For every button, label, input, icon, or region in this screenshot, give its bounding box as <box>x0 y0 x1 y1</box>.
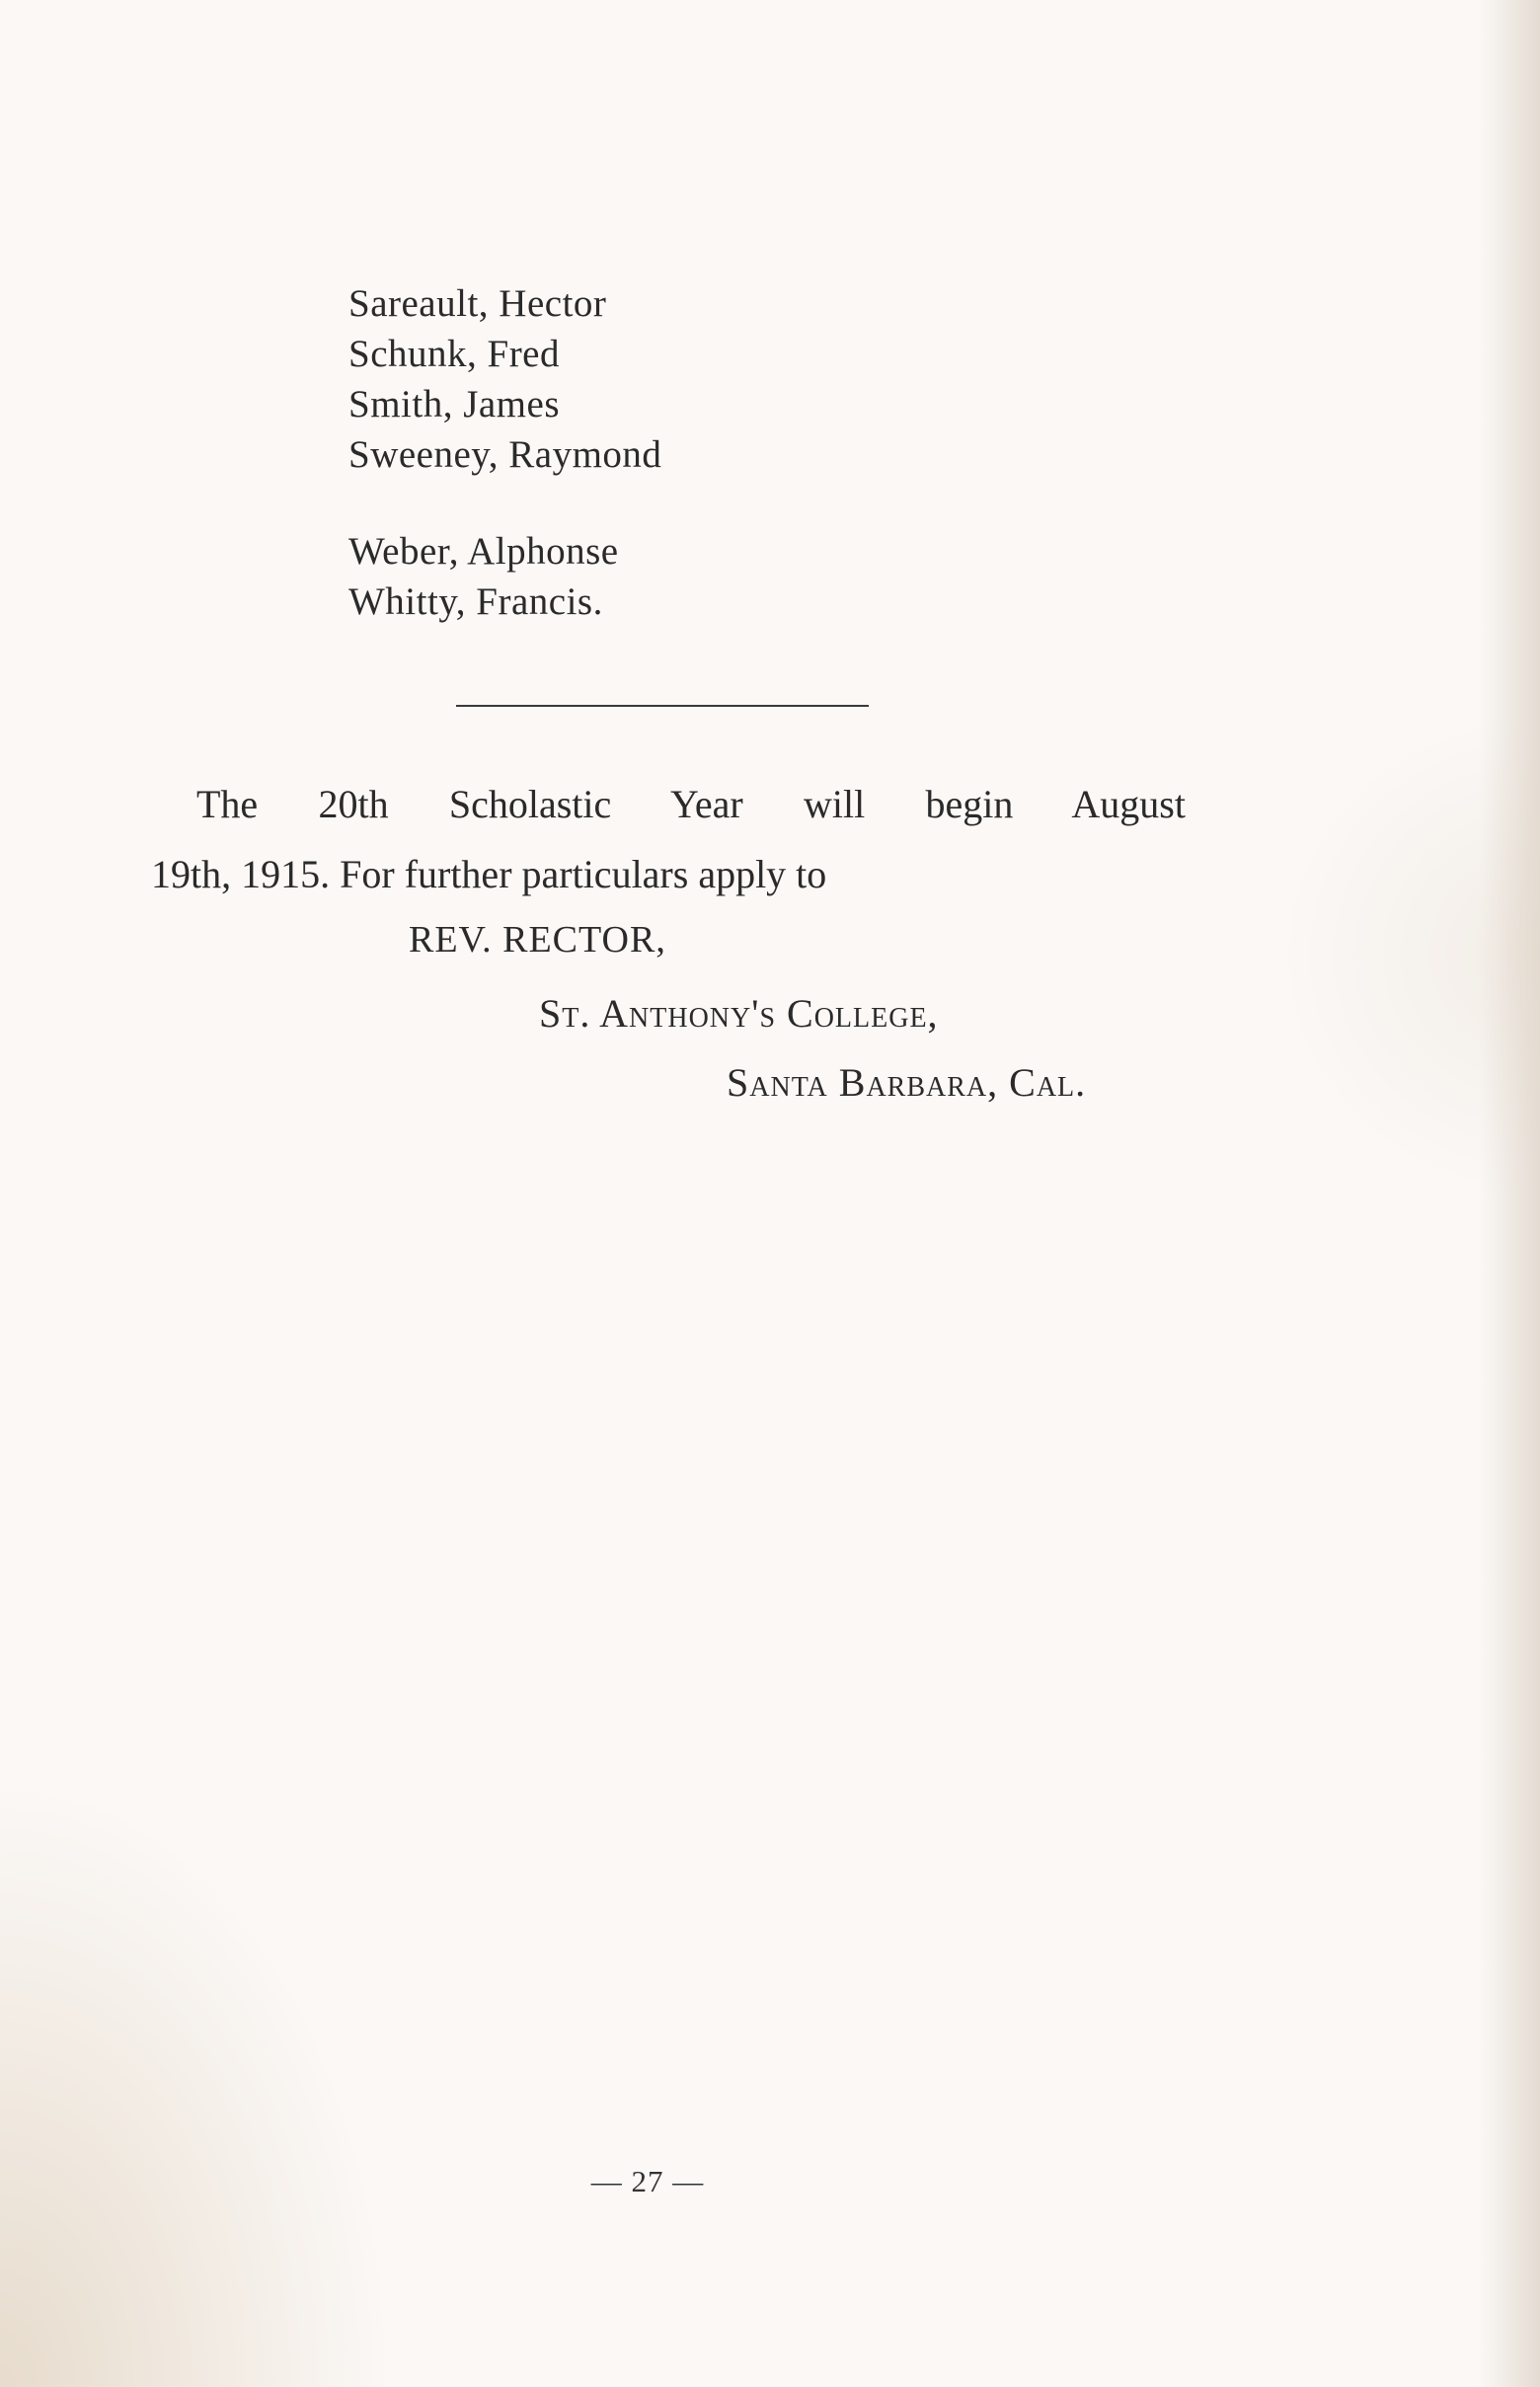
page-number: — 27 — <box>590 2164 705 2198</box>
notice-line: The 20th Scholastic Year will begin August <box>196 782 1186 826</box>
horizontal-divider <box>456 705 869 707</box>
student-name: Sweeney, Raymond <box>348 433 662 476</box>
notice-line: 19th, 1915. For further particulars apply to <box>151 852 827 896</box>
address-institution: St. Anthony's College, <box>539 991 939 1036</box>
notice-paragraph <box>151 769 1186 909</box>
student-name: Weber, Alphonse <box>348 530 619 573</box>
address-recipient: REV. RECTOR, <box>409 919 666 961</box>
student-name: Schunk, Fred <box>348 333 560 375</box>
student-name: Whitty, Francis. <box>348 580 603 623</box>
student-name: Smith, James <box>348 383 561 425</box>
address-city: Santa Barbara, Cal. <box>727 1060 1087 1105</box>
student-name-list <box>348 278 661 627</box>
student-name: Sareault, Hector <box>348 282 607 325</box>
